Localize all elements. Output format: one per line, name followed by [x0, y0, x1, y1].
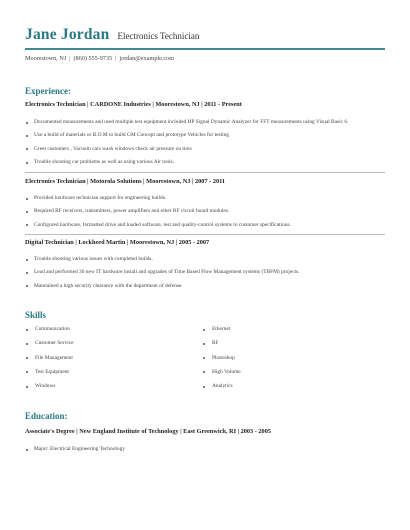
candidate-name: Jane Jordan	[25, 26, 110, 43]
contact-separator: |	[115, 55, 117, 62]
skill-item: High Volume	[202, 369, 241, 383]
job-header: Digital Technician | Lockheed Martin | Moorestown, NJ | 2005 - 2007	[25, 239, 210, 246]
skill-item: Windows	[25, 383, 73, 397]
job-header: Electronics Technician | CARDONE Industries | Moorestown, NJ | 2011 - Present	[25, 101, 242, 108]
list-item: Trouble shooting car problems as well as using various Air tools.	[25, 159, 348, 172]
list-item: Use a build of materials or B.O.M to build GM Concept and prototype Vehicles for testing	[25, 132, 348, 145]
contact-phone: (860) 555-9735	[73, 55, 113, 62]
skill-item: Ethernet	[202, 326, 241, 340]
education-bullets	[25, 446, 125, 459]
skill-item: RF	[202, 340, 241, 354]
list-item: Trouble shooting various issues with completed builds.	[25, 256, 299, 269]
skills-list-right	[202, 326, 241, 397]
list-item: Documented measurements and used multiple test equipment included HP Signal Dynamic Analyzer for FFT measurements using Visual Basic 6.	[25, 119, 348, 132]
list-item: Maintained a high security clearance with the department of defense.	[25, 283, 299, 296]
skill-item: Communication	[25, 326, 73, 340]
skill-item: Test Equipment	[25, 369, 73, 383]
skill-item: Customer Service	[25, 340, 73, 354]
candidate-title: Electronics Technician	[117, 31, 200, 41]
skills-list-left	[25, 326, 73, 397]
job-header: Electronics Technician | Motorola Solutions | Moorestown, NJ | 2007 - 2011	[25, 178, 226, 185]
header-divider	[25, 48, 385, 50]
job-divider	[25, 234, 385, 235]
skills-heading: Skills	[25, 310, 47, 320]
education-header: Associate's Degree | New England Institute of Technology | East Greenwich, RI | 2003 - 2005	[25, 428, 272, 435]
list-item: Lead and performed 30 new IT hardware install and upgrades of Time Based Flow Management systems (TBFM) projects.	[25, 269, 299, 282]
list-item: Major: Electrical Engineering Technology	[25, 446, 125, 459]
list-item: Greet customers , Vacuum cars wash windows check air pressure on tires	[25, 146, 348, 159]
job-bullets	[25, 256, 299, 296]
contact-line	[25, 55, 174, 62]
skill-item: Photoshop	[202, 355, 241, 369]
list-item: Provided hardware technician support for engineering builds.	[25, 195, 291, 208]
list-item: Configured hardware, formatted drive and loaded software, test and quality-control systems to customer specifications.	[25, 222, 291, 235]
job-divider	[25, 172, 385, 173]
education-heading: Education:	[25, 411, 68, 421]
list-item: Required RF receivers, transmitters, power amplifiers and other RF circuit board modules.	[25, 208, 291, 221]
experience-heading: Experience:	[25, 86, 71, 96]
contact-separator: |	[69, 55, 71, 62]
job-bullets	[25, 195, 291, 235]
skill-item: File Management	[25, 355, 73, 369]
job-bullets	[25, 119, 348, 173]
resume-header	[25, 26, 199, 44]
contact-location: Moorestown, NJ	[25, 55, 67, 62]
skill-item: Analytics	[202, 383, 241, 397]
contact-email[interactable]: jordan@example.com	[119, 55, 175, 62]
